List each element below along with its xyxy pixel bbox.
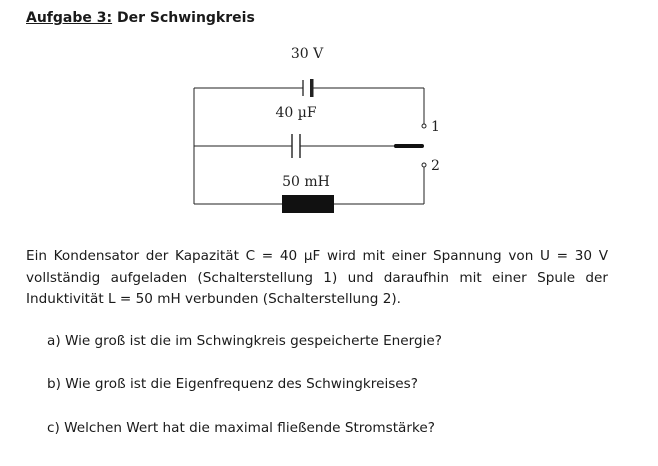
inductor-label: 50 mH	[282, 174, 330, 190]
switch-position-2-label: 2	[431, 158, 440, 174]
capacitor-label: 40 µF	[275, 105, 317, 121]
question-c: c) Welchen Wert hat die maximal fließende Stromstärke?	[47, 420, 435, 436]
inductor-block	[282, 195, 334, 213]
problem-statement: Ein Kondensator der Kapazität C = 40 µF wird mit einer Spannung von U = 30 V vollständig aufgeladen (Schalterstellung 1) und daraufhin mit einer Spule der Induktivität L = 50 mH verbunden (Schalterstellung 2).	[26, 248, 608, 307]
question-b: b) Wie groß ist die Eigenfrequenz des Schwingkreises?	[47, 376, 418, 392]
contact-2	[422, 163, 426, 167]
task-label: Aufgabe 3:	[26, 10, 113, 26]
contact-1	[422, 124, 426, 128]
question-a: a) Wie groß ist die im Schwingkreis gespeicherte Energie?	[47, 333, 442, 349]
switch-position-1-label: 1	[431, 119, 440, 135]
battery-short-plate	[310, 79, 314, 97]
voltage-label: 30 V	[290, 46, 324, 62]
task-title: Der Schwingkreis	[112, 10, 255, 26]
